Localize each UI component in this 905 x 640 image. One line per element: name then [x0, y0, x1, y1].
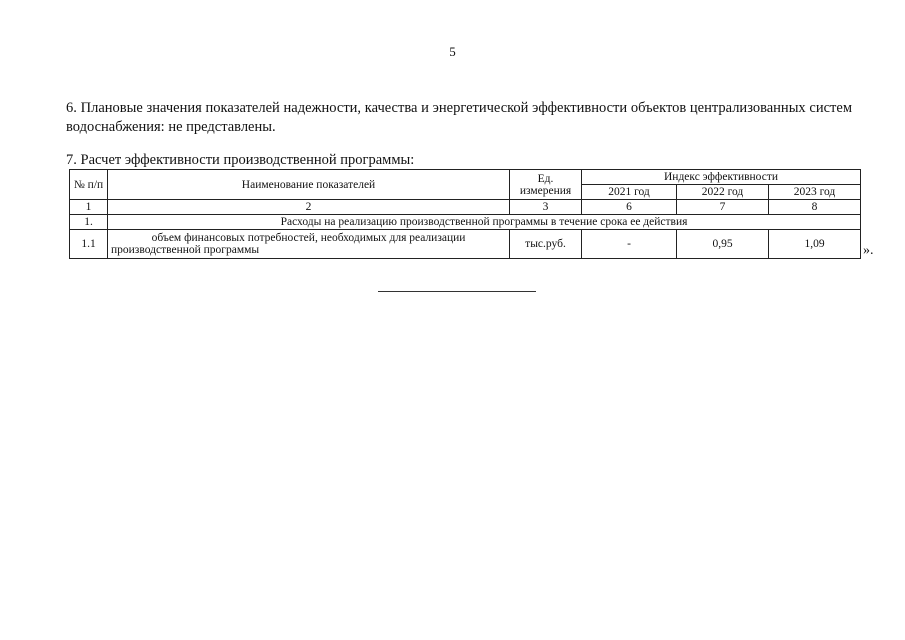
table-row: [70, 230, 861, 259]
paragraph-6: 6. Плановые значения показателей надежности, качества и энергетической эффективности объектов централизованных систем водоснабжения: не представлены.: [66, 100, 852, 135]
row-value-2023: 1,09: [769, 230, 861, 259]
column-number: 2: [108, 200, 510, 215]
row-num: 1.: [70, 215, 108, 230]
end-divider-line: [378, 291, 536, 292]
header-unit: Ед. измерения: [510, 170, 582, 200]
row-value-2022: 0,95: [677, 230, 769, 259]
column-number: 3: [510, 200, 582, 215]
column-numbers-row: [70, 200, 861, 215]
column-number: 8: [769, 200, 861, 215]
efficiency-table: [69, 169, 861, 259]
header-num: № п/п: [70, 170, 108, 200]
header-year-2021: 2021 год: [582, 185, 677, 200]
row-name: Расходы на реализацию производственной программы в течение срока ее действия: [108, 215, 861, 230]
header-year-2023: 2023 год: [769, 185, 861, 200]
row-name: объем финансовых потребностей, необходимых для реализации производственной программы: [108, 230, 510, 259]
column-number: 1: [70, 200, 108, 215]
header-index-group: Индекс эффективности: [582, 170, 861, 185]
table-row: [70, 215, 861, 230]
row-value-2021: -: [582, 230, 677, 259]
section-7-title: 7. Расчет эффективности производственной программы:: [66, 152, 415, 168]
header-name: Наименование показателей: [108, 170, 510, 200]
column-number: 6: [582, 200, 677, 215]
table-header-row-1: [70, 170, 861, 185]
row-unit: тыс.руб.: [510, 230, 582, 259]
closing-quote: ».: [863, 243, 874, 258]
column-number: 7: [677, 200, 769, 215]
header-year-2022: 2022 год: [677, 185, 769, 200]
row-num: 1.1: [70, 230, 108, 259]
page-number: 5: [449, 44, 456, 59]
